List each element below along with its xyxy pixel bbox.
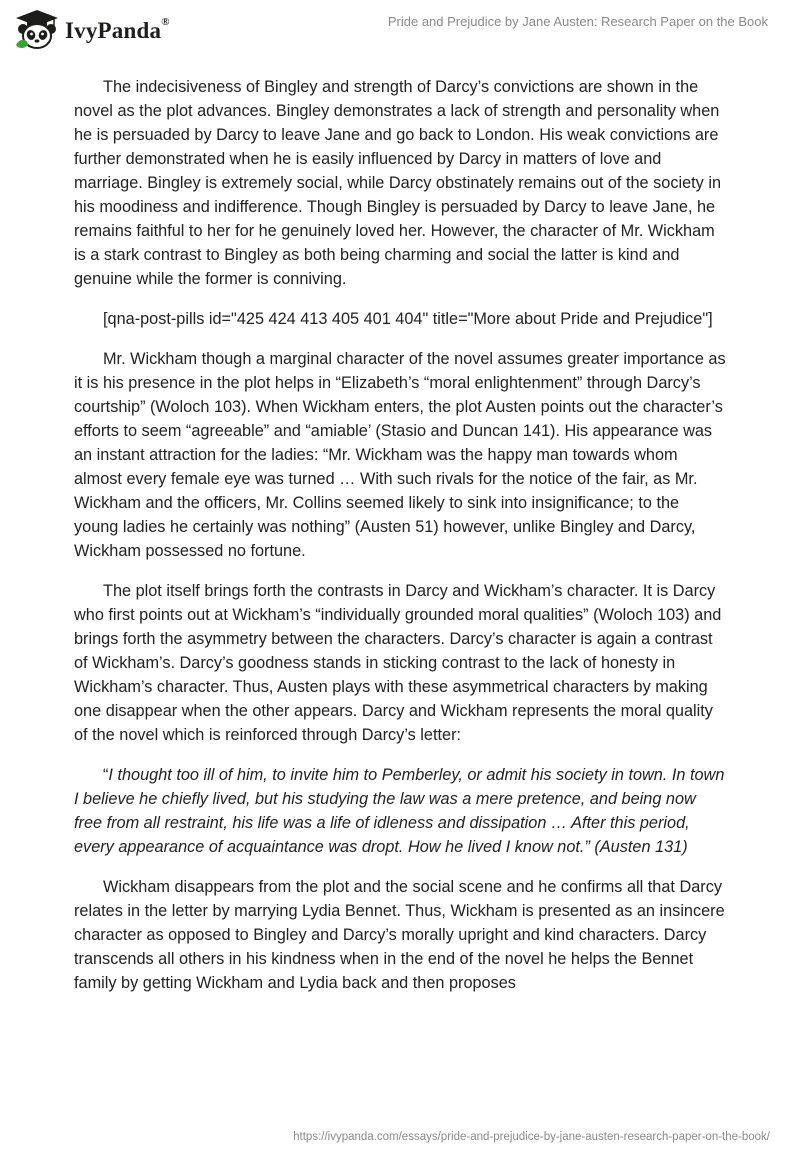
logo-name: IvyPanda: [65, 18, 162, 43]
quote-open-mark: “: [103, 766, 109, 784]
panda-graduate-icon: [14, 9, 60, 51]
paragraph: The plot itself brings forth the contrasts in Darcy and Wickham’s character. It is Darcy who first points out at Wickham’s “individually grounded moral qualities” (Woloch 103) and brings forth the asymmetry between the characters. Darcy’s character is again a contrast of Wickham’s. Darcy’s goodness stands in sticking contrast to the lack of honesty in Wickham’s character. Thus, Austen plays with these asymmetrical characters by making one disappear when the other appears. Darcy and Wickham represents the moral quality of the novel which is reinforced through Darcy’s letter:: [74, 582, 722, 744]
paragraph: Mr. Wickham though a marginal character of the novel assumes greater importance as it is his presence in the plot helps in “Elizabeth’s “moral enlightenment” through Darcy’s courtship” (Woloch 103). When Wickham enters, the plot Austen points out the character’s efforts to seem “agreeable” and “amiable’ (Stasio and Duncan 141). His appearance was an instant attraction for the ladies: “Mr. Wickham was the happy man towards whom almost every female eye was turned … With such rivals for the notice of the fair, as Mr. Wickham and the officers, Mr. Collins seemed likely to sink into insignificance; to the young ladies he certainly was nothing” (Austen 51) however, unlike Bingley and Darcy, Wickham possessed no fortune.: [74, 350, 726, 560]
quote-text: I thought too ill of him, to invite him to Pemberley, or admit his society in town. In town I believe he chiefly lived, but his studying the law was a mere pretence, and being now free from all restraint, his life was a life of idleness and dissipation … After this period, every appearance of acquaintance was dropt. How he lived I know not.” (Austen 131): [74, 766, 725, 856]
shortcode-paragraph: [qna-post-pills id="425 424 413 405 401 404" title="More about Pride and Prejudice"]: [103, 310, 713, 328]
document-title: Pride and Prejudice by Jane Austen: Research Paper on the Book: [387, 14, 768, 29]
page-header: [0, 0, 800, 60]
source-url[interactable]: https://ivypanda.com/essays/pride-and-prejudice-by-jane-austen-research-paper-on-the-book/: [293, 1131, 770, 1143]
block-quote: [74, 763, 726, 859]
ivypanda-logo[interactable]: [14, 9, 170, 51]
paragraph: The indecisiveness of Bingley and strength of Darcy’s convictions are shown in the novel as the plot advances. Bingley demonstrates a lack of strength and personality when he is persuaded by Darcy to leave Jane and go back to London. His weak convictions are further demonstrated when he is easily influenced by Darcy in matters of love and marriage. Bingley is extremely social, while Darcy obstinately remains out of the society in his moodiness and indifference. Though Bingley is persuaded by Darcy to leave Jane, he remains faithful to her for he genuinely loved her. However, the character of Mr. Wickham is a stark contrast to Bingley as both being charming and social the latter is kind and genuine while the former is conniving.: [74, 78, 721, 288]
logo-text: [65, 18, 170, 44]
paragraph: Wickham disappears from the plot and the social scene and he confirms all that Darcy relates in the letter by marrying Lydia Bennet. Thus, Wickham is presented as an insincere character as opposed to Bingley and Darcy’s morally upright and kind characters. Darcy transcends all others in his kindness when in the end of the novel he helps the Bennet family by getting Wickham and Lydia back and then proposes: [74, 878, 725, 992]
essay-body: [74, 75, 726, 1011]
registered-mark: ®: [161, 16, 170, 29]
